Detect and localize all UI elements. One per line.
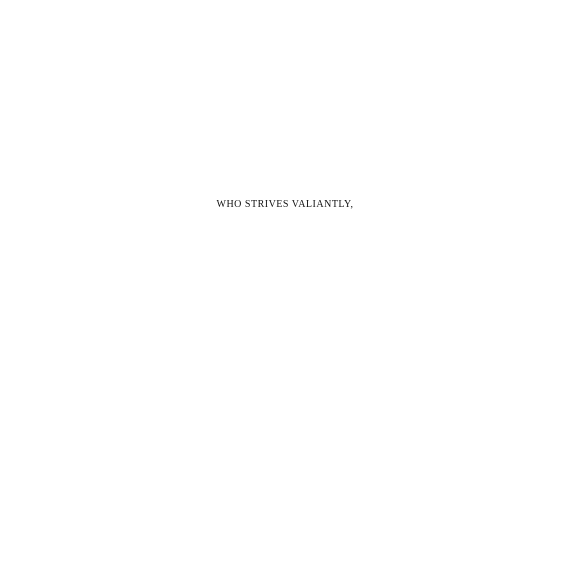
quote-line-6-headline: WHO STRIVES VALIANTLY, bbox=[216, 199, 354, 210]
